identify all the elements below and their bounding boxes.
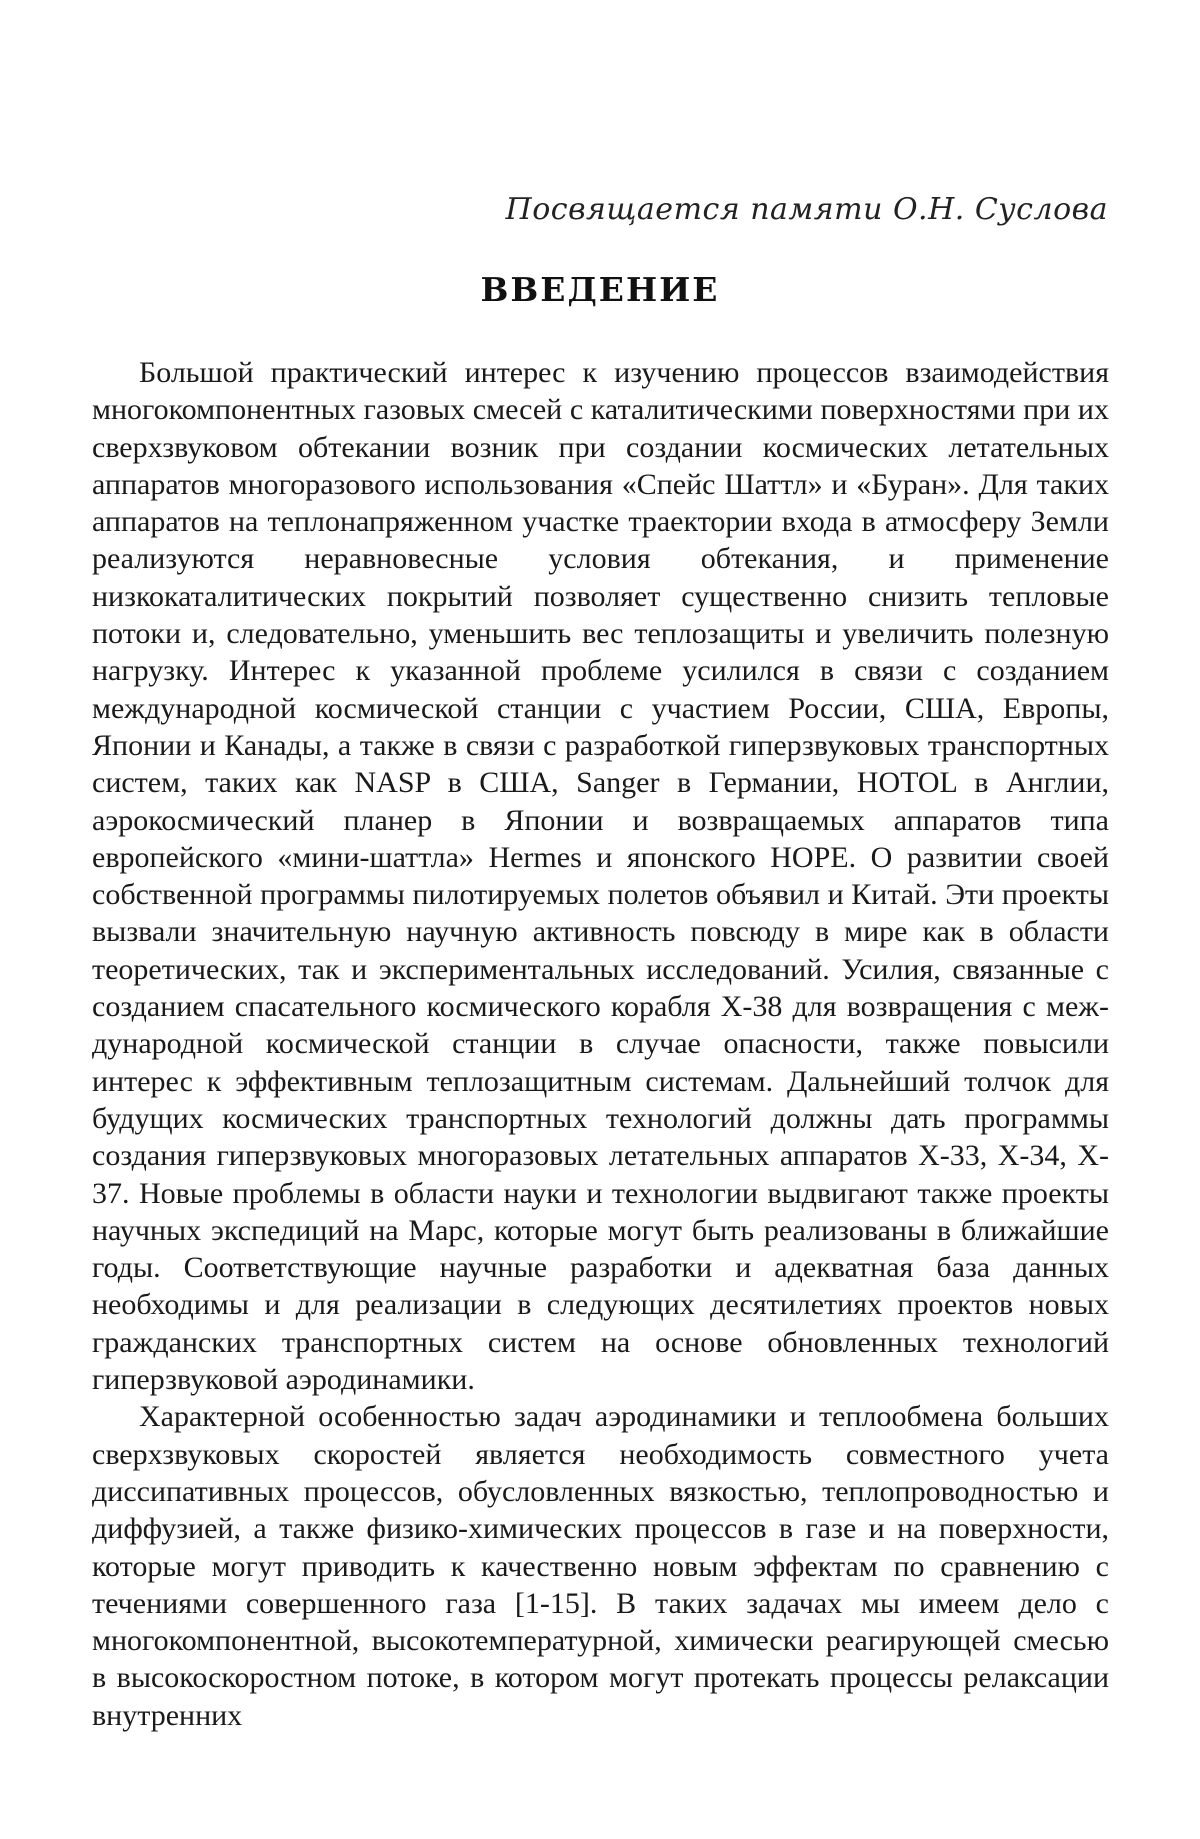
paragraph-1: Большой практический интерес к изучению процессов взаимодействия многокомпонентных газовых смесей с каталитическими поверхностями при их сверхзвуковом обтекании возник при создании космических летательных аппаратов многоразового использования «Спейс Шаттл» и «Буран». Для таких аппаратов на теплонапряженном участке траектории входа в атмосферу Земли реализуются неравновесные условия обтекания, и применение низкокаталитических покрытий позволяет существенно снизить тепловые потоки и, следовательно, уменьшить вес теплозащиты и увеличить полезную нагрузку. Интерес к указанной проблеме усилился в связи с созданием международной космической станции с участием России, США, Европы, Японии и Канады, а также в связи с разработкой гиперзвуковых транспортных систем, таких как NASP в США, Sanger в Германии, HOTOL в Англии, аэрокосмический планер в Японии и возвращаемых аппаратов типа европейского «мини-шаттла» Hermes и японского HOPE. О развитии своей собственной программы пилотируемых полетов объявил и Китай. Эти проекты вызвали значительную научную активность повсюду в мире как в области теоретических, так и экспериментальных исследований. Усилия, связанные с созданием спасательного космического корабля X-38 для возвращения с международной космической станции в случае опасности, также повысили интерес к эффективным теплозащитным системам. Дальнейший толчок для будущих космических транспортных технологий должны дать программы создания гиперзвуковых многоразовых летательных аппаратов X-33, X-34, X-37. Новые проблемы в области науки и технологии выдвигают также проекты научных экспедиций на Марс, которые могут быть реализованы в ближайшие годы. Соответствующие научные разработки и адекватная база данных необходимы и для реализации в следующих десятилетиях проектов новых гражданских транспортных систем на основе обновленных технологий гиперзвуковой аэродинамики. bbox=[92, 356, 1109, 1397]
paragraph-2: Характерной особенностью задач аэродинамики и теплообмена больших сверхзвуковых скоростей является необходимость совместного учета диссипативных процессов, обусловленных вязкостью, теплопроводностью и диффузией, а также физико-химических процессов в газе и на поверхности, которые могут приводить к качественно новым эффектам по сравнению с течениями совершенного газа [1-15]. В таких задачах мы имеем дело с многокомпонентной, высокотемпературной, химически реагирующей смесью в высокоскоростном потоке, в котором могут протекать процессы релаксации внутренних bbox=[92, 1400, 1109, 1732]
dedication: Посвящается памяти О.Н. Суслова bbox=[505, 192, 1108, 227]
body-text bbox=[92, 354, 1109, 1734]
chapter-title: ВВЕДЕНИЕ bbox=[480, 270, 720, 309]
